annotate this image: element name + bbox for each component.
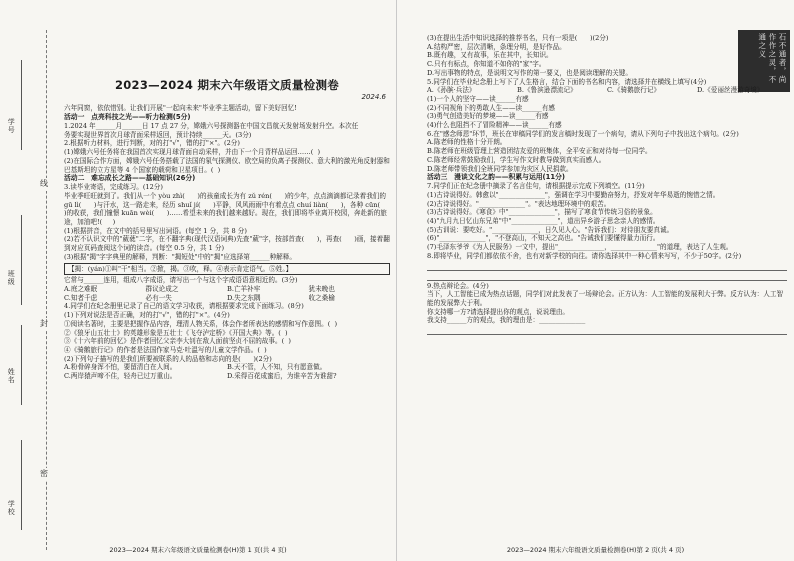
page-1-content <box>64 6 393 381</box>
question-text: ④《骑鹅旅行记》的作者是法国作家马克·吐温写的儿童文学作品。( ) <box>64 345 267 354</box>
page-2-questions <box>427 34 787 335</box>
question-text: 4.同学们在纪念册里记录了自己的语文学习收获，请根据要求完成下面练习。(8分) <box>64 302 304 311</box>
answer-option: A.粉骨碎身浑不怕，要留清白在人间。 <box>64 363 177 372</box>
answer-option: C.知者千虑 <box>64 293 98 302</box>
answer-option: A.庭之难眠 <box>64 285 98 293</box>
answer-option: D.失之东隅 <box>227 293 261 302</box>
question-text: (2)不同视角下的勇敢人生——读______有感 <box>427 103 556 112</box>
question-text: D.写出事物的特点，是说明文写作的第一要义，也是阅读理解的关键。 <box>427 68 632 77</box>
question-text: (1)嫦娥六号任务将在我国首次实现月球背面自动采样，并由下一个月背样品运回……( ) <box>64 148 321 157</box>
question-text: 务要实现世界首次月球背面采样返回，预计持续______天。(3分) <box>64 130 252 139</box>
school-label: 学校 <box>7 500 16 516</box>
question-text: (1)一个人的坚守——读______有感 <box>427 94 529 103</box>
exam-title: 2023—2024 期末六年级语文质量检测卷 <box>114 78 340 92</box>
option-row <box>64 363 390 372</box>
question-text: A.陈老师的性格十分开朗。 <box>427 138 507 147</box>
option-row <box>64 372 390 381</box>
exam-date: 2024.6 <box>361 93 386 102</box>
question-text: 6.在"感念师恩"环节，班长在审稿同学们的发言稿时发现了一个病句，请从下列句子中找出这个病句。(2分) <box>427 129 739 138</box>
section-heading: 活动一 点亮科技之光——听力检测(5分) <box>64 113 191 122</box>
question-text: A.结构严密，层次清晰，条理分明，是好作品。 <box>427 42 566 51</box>
question-text: (2)在国际合作方面，嫦娥六号任务搭载了法国的氡气探测仪、欧空局的负离子探测仪、意大利的激光角反射器和巴基斯坦的立方星等 4 个国家的载荷和卫星项目。( ) <box>64 156 390 174</box>
exam-page-2 <box>397 0 794 561</box>
question-text: (2)下列句子描写的是我们所要被联系的人的品格和志向的是( )(2分) <box>64 354 272 363</box>
option-row <box>64 285 390 294</box>
answer-line <box>427 272 787 281</box>
answer-option: D.采得百花成蜜后，为谁辛苦为谁甜? <box>227 372 337 381</box>
page-1-questions <box>64 104 393 381</box>
answer-option: 犹未晚也 <box>308 285 335 293</box>
question-text: 当下，人工智能已成为热点话题，同学们对此发表了一场辩论会。正方认为：人工智能的发展利大于弊。反方认为：人工智能的发展弊大于利。 <box>427 290 784 307</box>
answer-option: C.两岸猿声啼不住，轻舟已过万重山。 <box>64 372 177 381</box>
question-text: (1)根据拼音，在文中的括号里写出词语。(每空 1 分，共 8 分) <box>64 226 247 235</box>
answer-option: 群议论成之 <box>145 285 179 293</box>
answer-option: B.天不管，人不知，只有愿意做。 <box>227 363 327 372</box>
question-text: (3)古诗说得好。《寒食》中"______________"，描写了寒食节传统习俗的景象。 <box>427 208 657 217</box>
question-text: 1.2024 年______月______日 17 点 27 分，嫦娥六号探测器在中国文昌航天发射场发射升空。本次任 <box>64 122 359 131</box>
question-text: 3.读毕业寄语，完成练习。(12分) <box>64 183 163 192</box>
answer-option: D.《爱丽丝漫游奇境》 <box>697 86 764 95</box>
name-label: 姓名 <box>7 368 16 384</box>
question-text: B.陈老师在班级管理上营造团结友爱的班集体，全平安正和对待每一位同学。 <box>427 147 652 156</box>
question-text: 8.即将毕业，同学们都依依不舍，也有对新学校的向往。请你选择其中一种心情来写写，不少于50字。(2分) <box>427 251 742 260</box>
seal-word-xian: 线 <box>40 178 48 191</box>
section-heading: 活动二 难忘成长之路——基础知识(26分) <box>64 174 196 183</box>
answer-option: A.《孙膑·兵法》 <box>427 86 476 95</box>
option-row <box>427 86 787 95</box>
class-label: 班级 <box>7 270 16 286</box>
answer-line <box>427 262 787 271</box>
question-text: 你支持哪一方?请选择提出你的观点，说说理由。 <box>427 307 570 316</box>
question-text: 7.同学们正在纪念册中摘录了名言佳句，请根据提示完成下列填空。(11分) <box>427 182 645 191</box>
question-text: C.陈老师经常鼓励我们，学生写作文时教导做到真实而感人。 <box>427 155 606 164</box>
question-text: (2)古诗说得好。"______________"。"表达地理环境中的艰苦。 <box>427 199 611 208</box>
question-text: 六年同窗，依依惜别。让我们开展"一起向未来"毕业季主题活动，留下美好回忆! <box>64 104 297 113</box>
question-text: 毕业季旺旺就到了。我们从一个 yòu zhì( )的孩童成长为有 zǔ rén( )的少年，点点滴滴都记录着我们的 gū lì( )与汗水，这一路走来，经历 shuǐ jí( )平静，风风雨雨中有着点点 chuí liàn( )，各种 cūn( )的收获，我们憧憬 kuān wèi( )……希望未来的我们越来越好。现在，我们即将毕业离开校园，奔赴新的旅途，加油吧!( ) <box>64 191 393 227</box>
answer-line <box>427 326 787 335</box>
question-text: (4)什么也阻挡不了冒险精神——读______有感 <box>427 121 562 130</box>
question-text: 2.根据听力材料，进行判断，对的打"√"，错的打"×"。(2分) <box>64 139 240 148</box>
page-2-footer: 2023—2024 期末六年级语文质量检测卷(H)第 2 页(共 4 页) <box>506 546 685 555</box>
seal-word-mi: 密 <box>40 468 48 481</box>
school-line <box>21 440 22 530</box>
question-text: 我支持______方的观点，我的理由是：______________ <box>427 316 586 325</box>
question-text: ①阅读名著时，主要是把握作品内容，理清人物关系，体会作者所表达的感情和写作意图。( ) <box>64 319 338 328</box>
answer-option: 必有一失 <box>145 293 172 302</box>
question-text: D.陈老师带领我们全班同学参加为灾区人民捐款。 <box>427 164 573 173</box>
binding-gutter <box>0 0 58 561</box>
question-text: (4)"九月九日忆山东兄弟"中"______________"，道出异乡游子思念亲人的感情。 <box>427 217 660 226</box>
question-text: (1)下列对说法是否正确，对的打"√"，错的打"×"。(4分) <box>64 311 230 320</box>
seal-stamp: 石不通者，尚作作之灵，不通之义 <box>738 30 790 92</box>
question-text: (2)若不认识文中的"葳蕤"二字，在不翻字典(现代汉语词典)先查"葳"字，按部首查( )，再查( )画，接着翻到对应页码查阅这个词的读音。(每空 0.5 分，共 1 分) <box>64 235 390 253</box>
question-text: 5.同学们在毕业纪念册上写下了人生格言，结合下面的书名和内容，请选择并在横线上填写(4分) <box>427 77 707 86</box>
question-text: (3)根据"揭"字字典里的解释，判断："揭短处"中的"揭"应选择第______种解释。 <box>64 252 296 261</box>
page-1-footer: 2023—2024 期末六年级语文质量检测卷(H)第 1 页(共 4 页) <box>109 546 287 555</box>
question-text: C.只有有标点，你知道不如你的"家"字。 <box>427 60 546 69</box>
question-text: (3)勇气创造美好的梦境——读______有感 <box>427 112 549 121</box>
question-text: (1)古诗说得好。韩愈以"______________"，强调在学习中要勤奋努力，抒发对年华易逝的惋惜之情。 <box>427 190 720 199</box>
class-line <box>21 215 22 305</box>
answer-option: B.亡羊补牢 <box>227 285 261 293</box>
seal-word-feng: 封 <box>40 318 48 331</box>
page-2-content <box>427 34 787 336</box>
question-text: ②《狼牙山五壮士》的英雄形象是五壮士《飞夺泸定桥》《开国大典》等。( ) <box>64 328 288 337</box>
question-text: (6)"______________"，"不登高山，不知天之高也。"告诫我们要懂得量力而行。 <box>427 234 660 243</box>
number-label: 学号 <box>7 118 16 134</box>
answer-option: C.《骑鹅旅行记》 <box>607 86 661 95</box>
question-text: (5)古训说：要吃好。"______________，日久见人心。"告诉我们：对待朋友要真诚。 <box>427 225 674 234</box>
question-text: B.既有趣，又有故事，乐在其中，长知识。 <box>427 51 553 60</box>
question-text: 9.热点辩论会。(4分) <box>427 281 489 290</box>
question-text: (7)毛泽东爷爷《为人民服务》一文中，提出"______________，______________"的道理，表达了人生观。 <box>427 243 733 252</box>
name-line <box>21 325 22 405</box>
question-text: (3)在提出生活中知识选择的推荐书名，只有一项是( )(2分) <box>427 34 609 42</box>
dictionary-box: 【揭：(yán)①叫"干"相当。②掀，揭。③吹，释。④表示肯定语气。⑤姓。】 <box>64 263 390 276</box>
section-heading: 活动三 漫谈文化之韵——积累与运用(11分) <box>427 173 566 182</box>
answer-option: B.《鲁滨逊漂流记》 <box>517 86 577 95</box>
answer-option: 收之桑榆 <box>308 293 335 302</box>
number-line <box>21 60 22 150</box>
question-text: ③《十六年前的回忆》是作者回忆父亲李大钊在敌人面前坚贞不屈的故事。( ) <box>64 337 291 346</box>
question-text: 它常与______连用，组成八字成语，请写出一个与这个字成语语意相近的。(3分) <box>64 276 298 285</box>
